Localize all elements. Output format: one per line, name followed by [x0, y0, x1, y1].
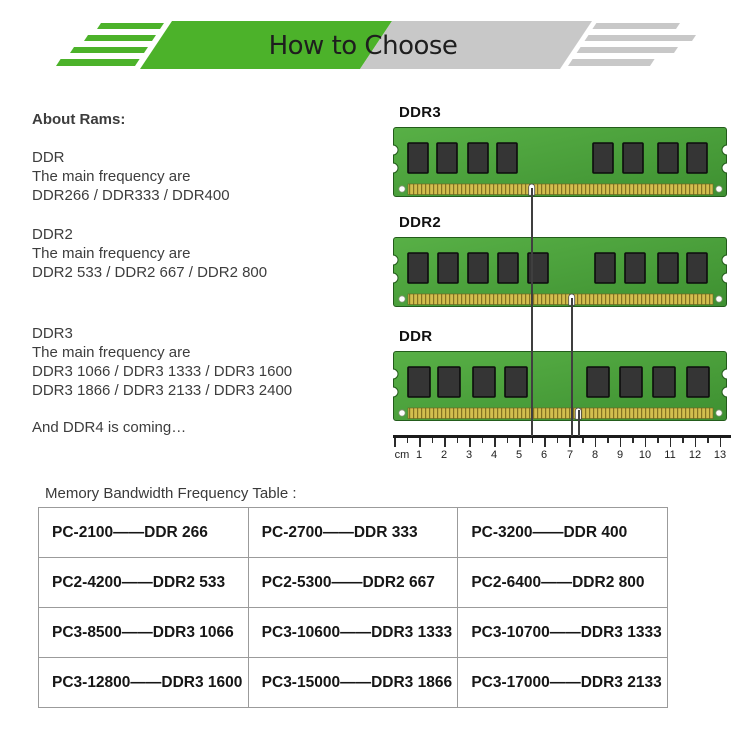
table-cell: PC3-10600——DDR3 1333: [248, 608, 458, 658]
ddr3-freq-list-1: DDR3 1066 / DDR3 1333 / DDR3 1600: [32, 363, 293, 380]
ruler-unit-label: cm: [394, 449, 410, 461]
ddr-freq-intro: The main frequency are: [32, 168, 191, 185]
callout-line-ddr3: [531, 188, 533, 436]
table-row: [39, 658, 668, 708]
ddr-info-block: [32, 148, 230, 205]
ruler-label: 1: [415, 449, 423, 461]
table-cell: PC-2700——DDR 333: [248, 508, 458, 558]
table-cell: PC3-8500——DDR3 1066: [39, 608, 249, 658]
ruler-label: 10: [638, 449, 652, 461]
ddr4-coming-note: And DDR4 is coming…: [32, 419, 187, 436]
callout-line-ddr: [578, 410, 580, 436]
table-cell: PC2-6400——DDR2 800: [458, 558, 668, 608]
ddr3-module-label: DDR3: [399, 104, 442, 121]
pin-strip: [408, 408, 713, 419]
table-cell: PC3-12800——DDR3 1600: [39, 658, 249, 708]
table-cell: PC-3200——DDR 400: [458, 508, 668, 558]
ruler-label: 5: [515, 449, 523, 461]
table-cell: PC-2100——DDR 266: [39, 508, 249, 558]
ruler-label: 6: [540, 449, 548, 461]
ruler-label: 7: [566, 449, 574, 461]
ram-module-ddr-icon: [393, 351, 727, 421]
ddr2-freq-intro: The main frequency are: [32, 245, 191, 262]
banner-right-stripes-icon: [568, 23, 696, 66]
ddr3-name: DDR3: [32, 325, 73, 342]
ddr3-freq-list-2: DDR3 1866 / DDR3 2133 / DDR3 2400: [32, 382, 293, 399]
ruler-ticks: [0, 438, 750, 448]
ram-module-ddr3-icon: [393, 127, 727, 197]
table-row: [39, 508, 668, 558]
about-heading: About Rams:: [32, 111, 126, 128]
table-row: [39, 608, 668, 658]
ddr2-info-block: [32, 225, 267, 282]
header-title: How to Choose: [268, 31, 458, 61]
ruler-label: 11: [664, 449, 676, 461]
pin-strip: [408, 294, 713, 305]
callout-line-ddr2: [571, 298, 573, 436]
ruler-label: 13: [713, 449, 727, 461]
table-cell: PC3-17000——DDR3 2133: [458, 658, 668, 708]
table-title: Memory Bandwidth Frequency Table :: [45, 485, 297, 502]
ddr-module-label: DDR: [399, 328, 433, 345]
ddr-freq-list: DDR266 / DDR333 / DDR400: [32, 187, 230, 204]
ram-module-ddr2: [393, 237, 727, 307]
ruler-label: 3: [465, 449, 473, 461]
table-cell: PC2-5300——DDR2 667: [248, 558, 458, 608]
pin-strip: [408, 184, 713, 195]
ruler-label: 9: [616, 449, 624, 461]
table-cell: PC3-15000——DDR3 1866: [248, 658, 458, 708]
ddr3-info-block: [32, 324, 292, 400]
ram-module-ddr: [393, 351, 727, 421]
ddr2-module-label: DDR2: [399, 214, 442, 231]
table-cell: PC2-4200——DDR2 533: [39, 558, 249, 608]
frequency-table: [38, 507, 668, 708]
ruler-label: 2: [440, 449, 448, 461]
ram-module-ddr3: [393, 127, 727, 197]
ddr2-freq-list: DDR2 533 / DDR2 667 / DDR2 800: [32, 264, 268, 281]
ddr2-name: DDR2: [32, 226, 73, 243]
ddr3-freq-intro: The main frequency are: [32, 344, 191, 361]
table-row: [39, 558, 668, 608]
table-cell: PC3-10700——DDR3 1333: [458, 608, 668, 658]
ruler-label: 4: [490, 449, 498, 461]
ruler-label: 12: [688, 449, 702, 461]
ram-module-ddr2-icon: [393, 237, 727, 307]
ruler-label: 8: [591, 449, 599, 461]
ddr-name: DDR: [32, 149, 65, 166]
